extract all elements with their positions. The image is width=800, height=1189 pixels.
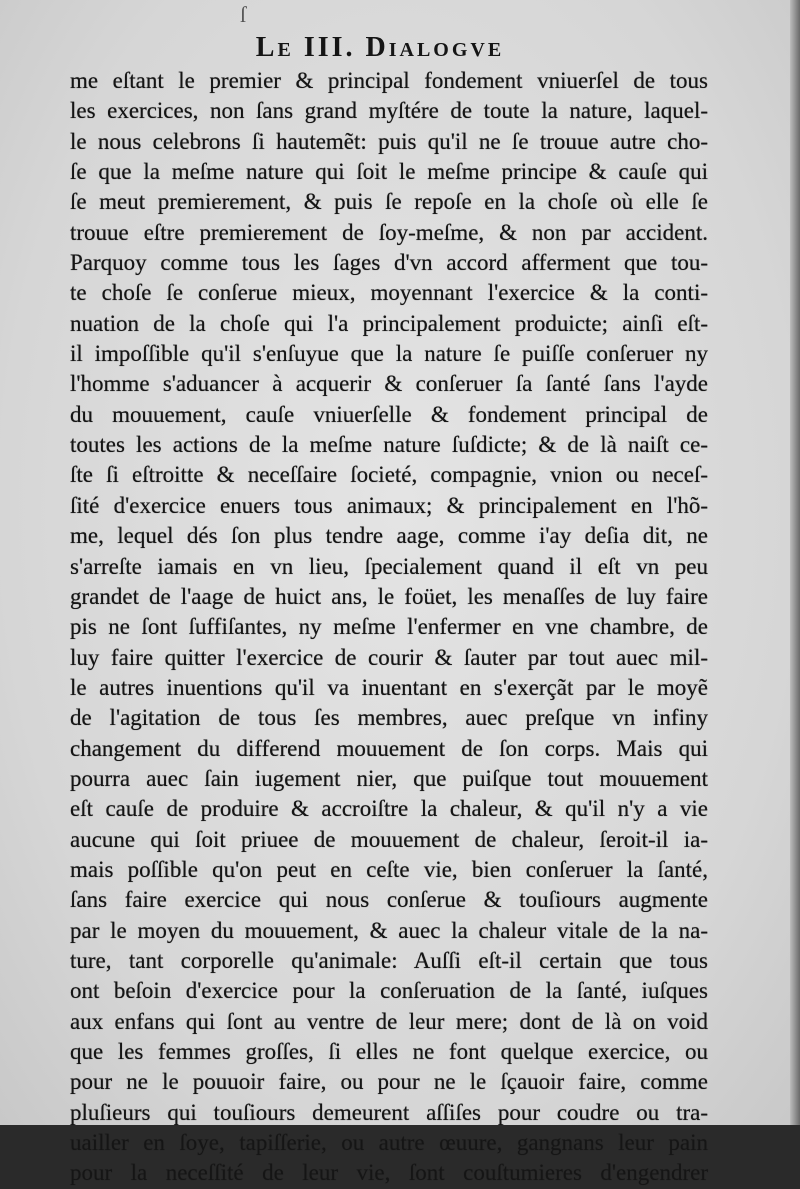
text-line: par le moyen du mouuement, & auec la chaleur vitale de la na- <box>70 917 708 943</box>
running-head: Le III. Dialogve <box>255 32 505 63</box>
text-line: toutes les actions de la meſme nature ſuſdicte; & de là naiſt ce- <box>70 432 708 458</box>
text-line: le autres inuentions qu'il va inuentant en s'exerçãt par le moyẽ <box>70 674 708 700</box>
text-line: que les femmes groſſes, ſi elles ne font quelque exercice, ou <box>70 1039 708 1064</box>
text-line: ſité d'exercice enuers tous animaux; & principalement en l'hõ- <box>70 492 708 518</box>
text-line: s'arreſte iamais en vn lieu, ſpecialement quand il eſt vn peu <box>70 553 708 579</box>
text-line: pluſieurs qui touſiours demeurent aſſiſes pour coudre ou tra- <box>70 1099 708 1125</box>
text-line: pis ne ſont ſuffiſantes, ny meſme l'enfermer en vne chambre, de <box>70 614 708 640</box>
text-line: trouue eſtre premierement de ſoy-meſme, & non par accident. <box>70 219 708 245</box>
text-line: le nous celebrons ſi hautemẽt: puis qu'il ne ſe trouue autre cho- <box>70 128 708 154</box>
text-line: aucune qui ſoit priuee de mouuement de chaleur, ſeroit-il ia- <box>70 826 708 852</box>
text-line: uailler en ſoye, tapiſſerie, ou autre œuure, gangnans leur pain <box>70 1130 708 1156</box>
text-line: ſe meut premierement, & puis ſe repoſe en la choſe où elle ſe <box>70 189 708 215</box>
text-line: ture, tant corporelle qu'animale: Auſſi eſt-il certain que tous <box>70 947 708 973</box>
text-line: ſte ſi eſtroitte & neceſſaire ſocieté, compagnie, vnion ou neceſ- <box>70 462 708 488</box>
text-line: nuation de la choſe qui l'a principalement produicte; ainſi eſt- <box>70 310 708 336</box>
text-line: luy faire quitter l'exercice de courir & ſauter par tout auec mil- <box>70 644 708 670</box>
text-line: me, lequel dés ſon plus tendre aage, comme i'ay deſia dit, ne <box>70 523 708 549</box>
text-line: les exercices, non ſans grand myſtére de toute la nature, laquel- <box>70 98 708 124</box>
text-line: pourra auec ſain iugement nier, que puiſque tout mouuement <box>70 765 708 791</box>
text-line: aux enfans qui ſont au ventre de leur mere; dont de là on void <box>70 1008 708 1034</box>
text-line: Parquoy comme tous les ſages d'vn accord afferment que tou- <box>70 250 708 276</box>
text-line: mais poſſible qu'on peut en ceſte vie, bien conſeruer la ſanté, <box>70 856 708 882</box>
text-line: du mouuement, cauſe vniuerſelle & fondement principal de <box>70 401 708 427</box>
top-mark: ſ <box>240 2 247 27</box>
text-line: grandet de l'aage de huict ans, le foüet, les menaſſes de luy faire <box>70 583 708 609</box>
text-line: ſans faire exercice qui nous conſerue & touſiours augmente <box>70 887 708 913</box>
text-line: te choſe ſe conſerue mieux, moyennant l'exercice & la conti- <box>70 280 708 306</box>
text-line: ſe que la meſme nature qui ſoit le meſme principe & cauſe qui <box>70 159 708 185</box>
text-line: me eſtant le premier & principal fondement vniuerſel de tous <box>70 68 708 93</box>
text-line: de l'agitation de tous ſes membres, auec preſque vn infiny <box>70 705 708 731</box>
text-line: pour la neceſſité de leur vie, ſont couſtumieres d'engendrer <box>70 1160 708 1186</box>
text-line: changement du differend mouuement de ſon corps. Mais qui <box>70 735 708 761</box>
text-line: il impoſſible qu'il s'enſuyue que la nature ſe puiſſe conſeruer ny <box>70 341 708 367</box>
page-edge-shadow <box>790 0 800 1125</box>
text-line: pour ne le pouuoir faire, ou pour ne le ſçauoir faire, comme <box>70 1069 708 1095</box>
text-line: ont beſoin d'exercice pour la conſeruation de la ſanté, iuſques <box>70 978 708 1004</box>
text-line: l'homme s'aduancer à acquerir & conſeruer ſa ſanté ſans l'ayde <box>70 371 708 397</box>
text-line: eſt cauſe de produire & accroiſtre la chaleur, & qu'il n'y a vie <box>70 796 708 822</box>
body-text <box>70 66 708 1189</box>
